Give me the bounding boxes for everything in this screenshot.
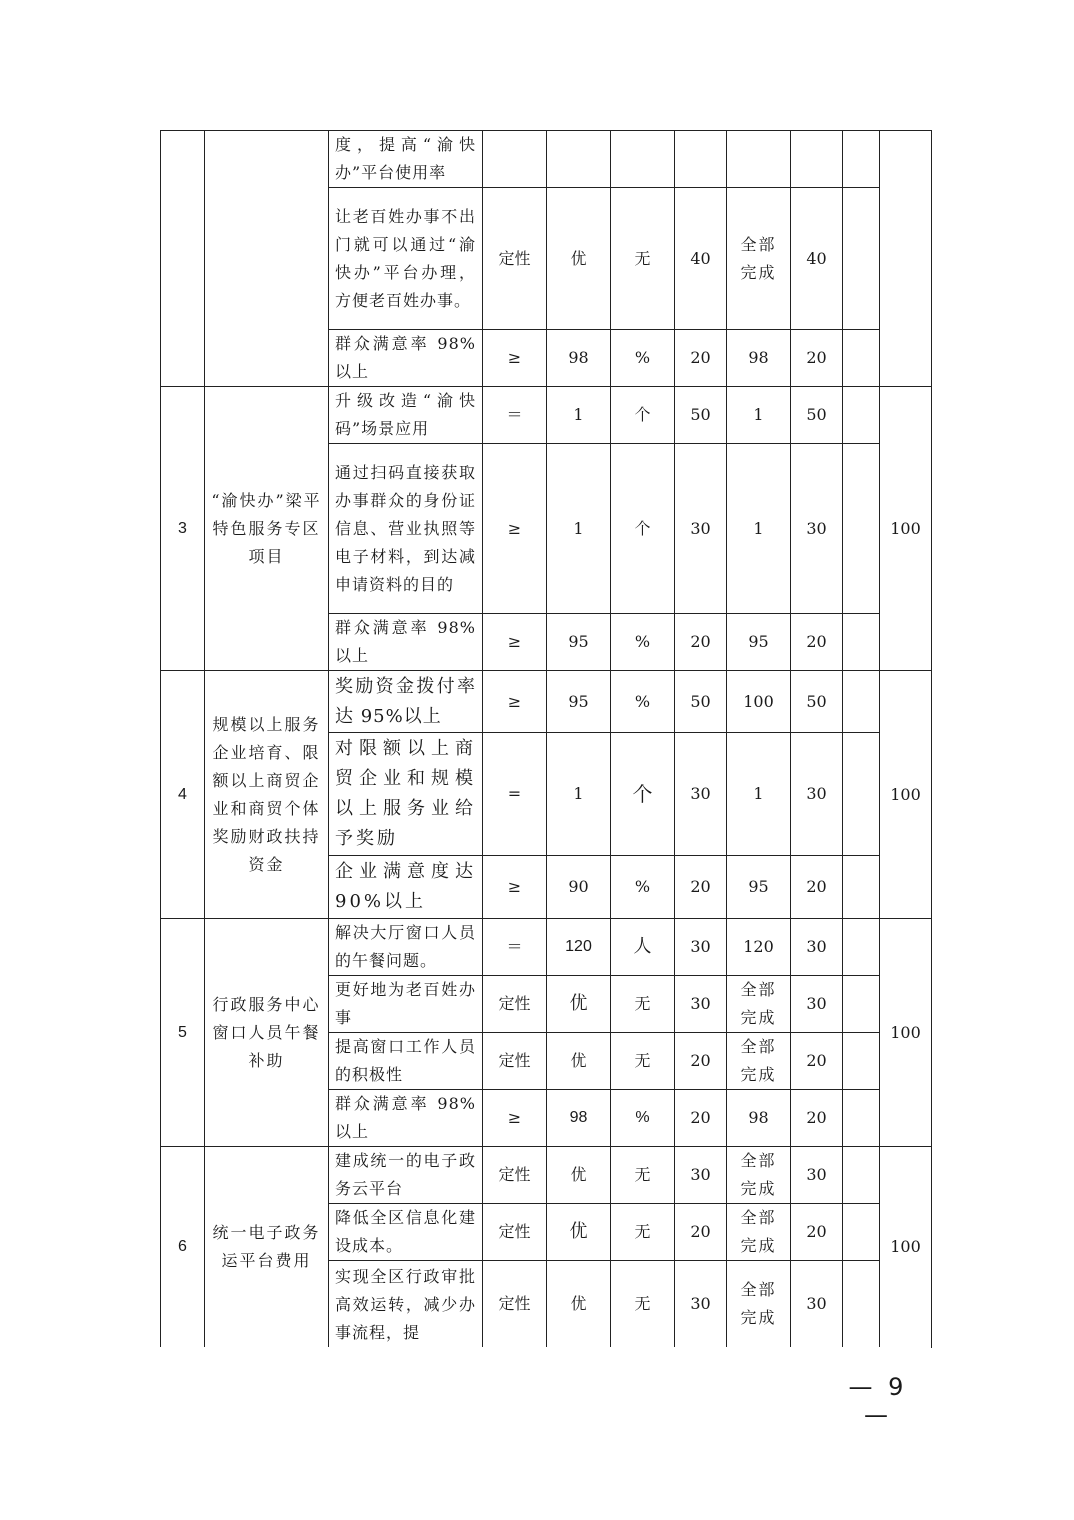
weight-cell: 20 [675, 1090, 727, 1147]
weight-cell: 50 [675, 671, 727, 733]
target-cell: 优 [547, 1261, 611, 1348]
operator-cell: ≥ [483, 614, 547, 671]
score-cell: 20 [791, 1090, 843, 1147]
target-cell: 优 [547, 1147, 611, 1204]
table-body [161, 131, 932, 1348]
seq-cell: 6 [161, 1147, 205, 1348]
actual-cell: 100 [727, 671, 791, 733]
indicator-cell: 通过扫码直接获取办事群众的身份证信息、营业执照等电子材料，到达减申请资料的目的 [329, 444, 483, 614]
indicator-cell: 群众满意率 98%以上 [329, 614, 483, 671]
score-cell: 20 [791, 330, 843, 387]
unit-cell: 无 [611, 188, 675, 330]
blank-cell [843, 1090, 880, 1147]
blank-cell [843, 387, 880, 444]
weight-cell: 30 [675, 444, 727, 614]
blank-cell [843, 976, 880, 1033]
unit-cell: 无 [611, 1204, 675, 1261]
indicator-cell: 对限额以上商贸企业和规模以上服务业给予奖励 [329, 733, 483, 856]
target-cell: 98 [547, 1090, 611, 1147]
operator-cell: ≥ [483, 671, 547, 733]
indicator-cell: 更好地为老百姓办事 [329, 976, 483, 1033]
blank-cell [843, 330, 880, 387]
weight-cell: 20 [675, 1204, 727, 1261]
weight-cell: 50 [675, 387, 727, 444]
actual-cell: 120 [727, 919, 791, 976]
score-cell: 30 [791, 733, 843, 856]
blank-cell [843, 671, 880, 733]
unit-cell: 无 [611, 1033, 675, 1090]
actual-cell: 1 [727, 444, 791, 614]
operator-cell: ≥ [483, 444, 547, 614]
actual-cell: 全部完成 [727, 1261, 791, 1348]
weight-cell: 20 [675, 614, 727, 671]
total-score-cell: 100 [880, 1147, 932, 1348]
unit-cell: % [611, 330, 675, 387]
table-row [161, 1147, 932, 1204]
project-cell: 规模以上服务企业培育、限额以上商贸企业和商贸个体奖励财政扶持资金 [205, 671, 329, 919]
operator-cell: 定性 [483, 188, 547, 330]
indicator-cell: 建成统一的电子政务云平台 [329, 1147, 483, 1204]
blank-cell [843, 614, 880, 671]
blank-cell [843, 1033, 880, 1090]
blank-cell [843, 1147, 880, 1204]
operator-cell: ≥ [483, 330, 547, 387]
blank-cell [843, 131, 880, 188]
indicator-cell: 解决大厅窗口人员的午餐问题。 [329, 919, 483, 976]
indicator-cell: 实现全区行政审批高效运转，减少办事流程，提 [329, 1261, 483, 1348]
blank-cell [843, 444, 880, 614]
actual-cell: 98 [727, 1090, 791, 1147]
blank-cell [843, 733, 880, 856]
indicator-cell: 降低全区信息化建设成本。 [329, 1204, 483, 1261]
project-cell: 统一电子政务运平台费用 [205, 1147, 329, 1348]
weight-cell: 20 [675, 1033, 727, 1090]
target-cell: 优 [547, 1033, 611, 1090]
score-cell: 50 [791, 387, 843, 444]
seq-cell: 3 [161, 387, 205, 671]
weight-cell: 30 [675, 1147, 727, 1204]
operator-cell: 定性 [483, 1261, 547, 1348]
weight-cell: 30 [675, 733, 727, 856]
unit-cell: % [611, 856, 675, 919]
performance-table [160, 130, 932, 1348]
total-score-cell: 100 [880, 387, 932, 671]
operator-cell: = [483, 733, 547, 856]
indicator-cell: 提高窗口工作人员的积极性 [329, 1033, 483, 1090]
score-cell: 30 [791, 444, 843, 614]
indicator-cell: 度，提高“渝快办”平台使用率 [329, 131, 483, 188]
table-row [161, 387, 932, 444]
score-cell: 20 [791, 1204, 843, 1261]
score-cell: 50 [791, 671, 843, 733]
target-cell: 98 [547, 330, 611, 387]
unit-cell: 无 [611, 1261, 675, 1348]
unit-cell: 个 [611, 387, 675, 444]
actual-cell: 全部完成 [727, 976, 791, 1033]
actual-cell: 98 [727, 330, 791, 387]
score-cell: 30 [791, 1147, 843, 1204]
unit-cell: % [611, 671, 675, 733]
target-cell: 优 [547, 188, 611, 330]
actual-cell: 全部完成 [727, 188, 791, 330]
actual-cell: 全部完成 [727, 1033, 791, 1090]
unit-cell: 无 [611, 976, 675, 1033]
page-number: — 9 — [848, 1373, 908, 1429]
actual-cell: 全部完成 [727, 1147, 791, 1204]
unit-cell: 个 [611, 733, 675, 856]
target-cell: 120 [547, 919, 611, 976]
unit-cell: % [611, 614, 675, 671]
unit-cell: 个 [611, 444, 675, 614]
blank-cell [843, 919, 880, 976]
weight-cell: 30 [675, 1261, 727, 1348]
operator-cell: ≥ [483, 856, 547, 919]
blank-cell [843, 856, 880, 919]
performance-table-frame [160, 130, 931, 1347]
score-cell: 30 [791, 919, 843, 976]
table-cut-mask [160, 1347, 931, 1349]
score-cell: 20 [791, 614, 843, 671]
score-cell: 30 [791, 976, 843, 1033]
weight-cell: 20 [675, 856, 727, 919]
actual-cell: 1 [727, 387, 791, 444]
target-cell: 1 [547, 387, 611, 444]
target-cell: 1 [547, 733, 611, 856]
target-cell: 1 [547, 444, 611, 614]
operator-cell: 定性 [483, 1204, 547, 1261]
table-row [161, 919, 932, 976]
score-cell: 20 [791, 1033, 843, 1090]
score-cell [791, 131, 843, 188]
project-cell: 行政服务中心窗口人员午餐补助 [205, 919, 329, 1147]
unit-cell: 人 [611, 919, 675, 976]
operator-cell: 定性 [483, 1033, 547, 1090]
indicator-cell: 群众满意率 98%以上 [329, 1090, 483, 1147]
actual-cell: 95 [727, 856, 791, 919]
weight-cell: 40 [675, 188, 727, 330]
operator-cell: ≥ [483, 1090, 547, 1147]
actual-cell: 95 [727, 614, 791, 671]
unit-cell: 无 [611, 1147, 675, 1204]
actual-cell: 1 [727, 733, 791, 856]
total-score-cell: 100 [880, 919, 932, 1147]
total-score-cell: 100 [880, 671, 932, 919]
weight-cell [675, 131, 727, 188]
operator-cell: ＝ [483, 387, 547, 444]
target-cell: 95 [547, 614, 611, 671]
project-cell: “渝快办”梁平特色服务专区项目 [205, 387, 329, 671]
operator-cell: ＝ [483, 919, 547, 976]
table-row [161, 131, 932, 188]
indicator-cell: 让老百姓办事不出门就可以通过“渝快办”平台办理，方便老百姓办事。 [329, 188, 483, 330]
operator-cell: 定性 [483, 1147, 547, 1204]
operator-cell [483, 131, 547, 188]
blank-cell [843, 188, 880, 330]
indicator-cell: 奖励资金拨付率达 95%以上 [329, 671, 483, 733]
table-row [161, 671, 932, 733]
target-cell [547, 131, 611, 188]
blank-cell [843, 1261, 880, 1348]
weight-cell: 30 [675, 919, 727, 976]
weight-cell: 20 [675, 330, 727, 387]
target-cell: 优 [547, 976, 611, 1033]
indicator-cell: 企业满意度达 90%以上 [329, 856, 483, 919]
score-cell: 20 [791, 856, 843, 919]
actual-cell [727, 131, 791, 188]
seq-cell: 4 [161, 671, 205, 919]
seq-cell: 5 [161, 919, 205, 1147]
score-cell: 40 [791, 188, 843, 330]
indicator-cell: 群众满意率 98%以上 [329, 330, 483, 387]
weight-cell: 30 [675, 976, 727, 1033]
project-cell [205, 131, 329, 387]
actual-cell: 全部完成 [727, 1204, 791, 1261]
operator-cell: 定性 [483, 976, 547, 1033]
unit-cell: % [611, 1090, 675, 1147]
total-score-cell [880, 131, 932, 387]
target-cell: 90 [547, 856, 611, 919]
indicator-cell: 升级改造“渝快码”场景应用 [329, 387, 483, 444]
blank-cell [843, 1204, 880, 1261]
target-cell: 优 [547, 1204, 611, 1261]
unit-cell [611, 131, 675, 188]
target-cell: 95 [547, 671, 611, 733]
score-cell: 30 [791, 1261, 843, 1348]
seq-cell [161, 131, 205, 387]
